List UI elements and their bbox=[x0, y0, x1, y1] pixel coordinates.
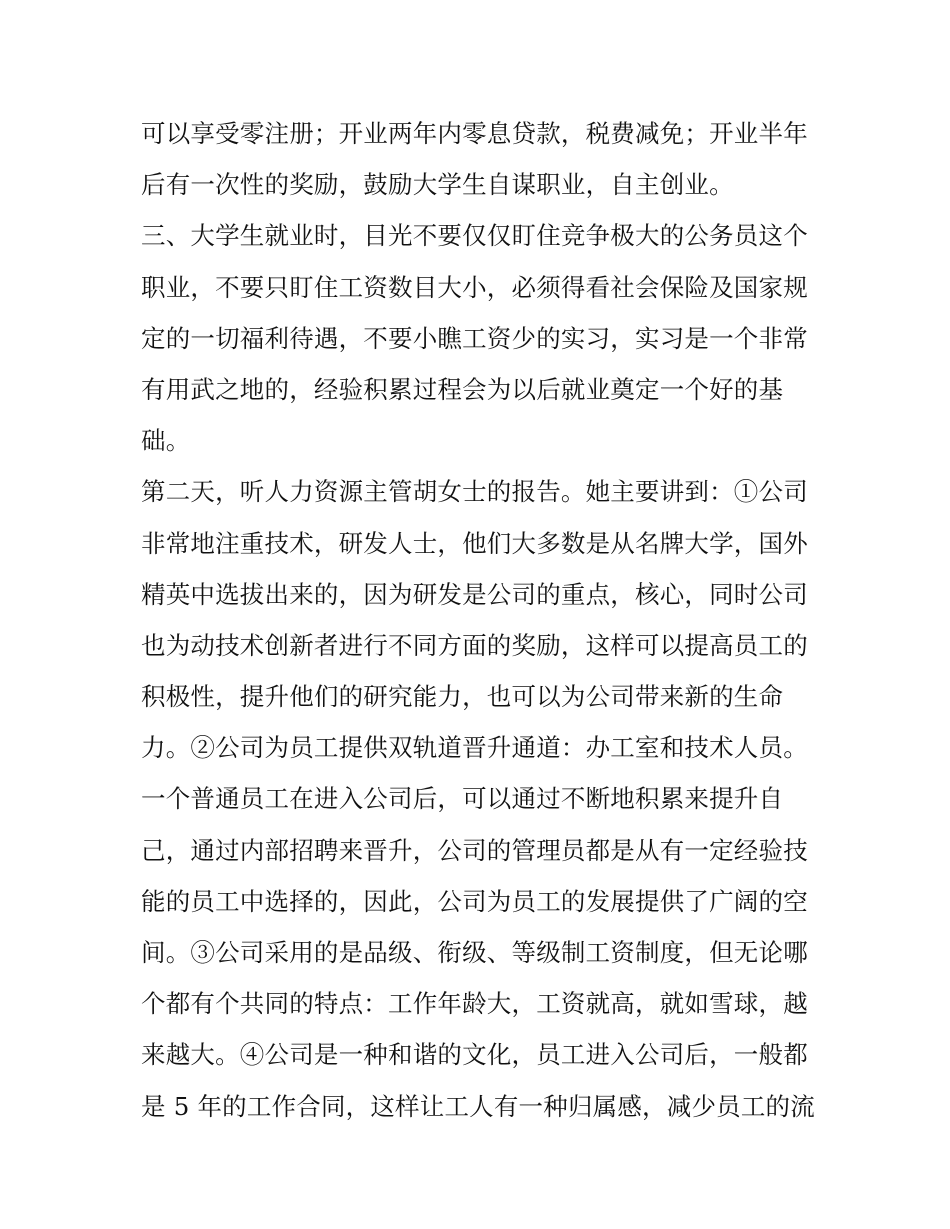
text-line: 职业，不要只盯住工资数目大小，必须得看社会保险及国家规 bbox=[141, 272, 808, 302]
text-line: 能的员工中选择的，因此，公司为员工的发展提供了广阔的空 bbox=[141, 886, 808, 916]
body-text bbox=[141, 108, 821, 1132]
text-line: 个都有个共同的特点：工作年龄大，工资就高，就如雪球，越 bbox=[141, 989, 808, 1019]
text-line: 定的一切福利待遇，不要小瞧工资少的实习，实习是一个非常 bbox=[141, 323, 808, 353]
text-line: 积极性，提升他们的研究能力，也可以为公司带来新的生命 bbox=[141, 682, 784, 712]
text-line: 精英中选拔出来的，因为研发是公司的重点，核心，同时公司 bbox=[141, 579, 808, 609]
text-line: 一个普通员工在进入公司后，可以通过不断地积累来提升自 bbox=[141, 784, 784, 814]
text-line: 是 5 年的工作合同，这样让工人有一种归属感，减少员工的流 bbox=[141, 1091, 815, 1121]
text-line: 非常地注重技术，研发人士，他们大多数是从名牌大学，国外 bbox=[141, 528, 808, 558]
text-line: 间。③公司采用的是品级、衔级、等级制工资制度，但无论哪 bbox=[141, 938, 808, 967]
text-line: 三、大学生就业时，目光不要仅仅盯住竞争极大的公务员这个 bbox=[141, 221, 808, 251]
text-line: 力。②公司为员工提供双轨道晋升通道：办工室和技术人员。 bbox=[141, 733, 808, 763]
text-line: 第二天，听人力资源主管胡女士的报告。她主要讲到：①公司 bbox=[141, 477, 808, 507]
text-line: 有用武之地的，经验积累过程会为以后就业奠定一个好的基 bbox=[141, 374, 784, 404]
text-line: 也为动技术创新者进行不同方面的奖励，这样可以提高员工的 bbox=[141, 630, 808, 660]
text-line: 后有一次性的奖励，鼓励大学生自谋职业，自主创业。 bbox=[141, 170, 734, 200]
text-line: 来越大。④公司是一种和谐的文化，员工进入公司后，一般都 bbox=[141, 1040, 808, 1070]
text-line: 己，通过内部招聘来晋升，公司的管理员都是从有一定经验技 bbox=[141, 835, 808, 865]
text-line: 础。 bbox=[141, 426, 191, 456]
text-line: 可以享受零注册；开业两年内零息贷款，税费减免；开业半年 bbox=[141, 119, 808, 148]
